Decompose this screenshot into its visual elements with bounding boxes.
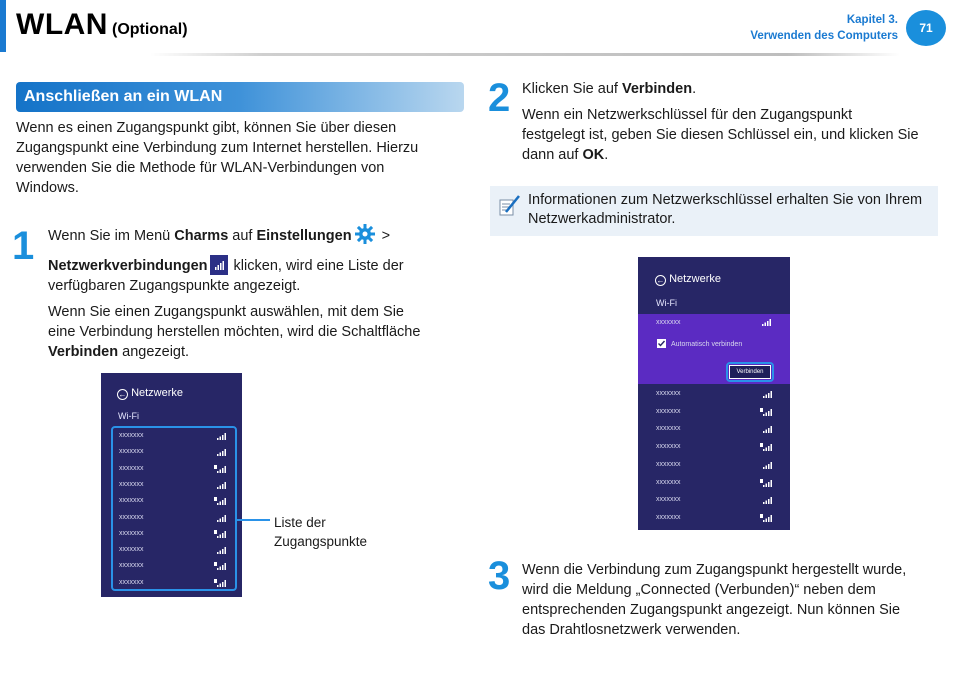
secured-signal-icon — [760, 513, 772, 522]
network-list-item[interactable]: xxxxxxx — [119, 464, 144, 472]
network-list-item[interactable]: xxxxxxx — [656, 460, 681, 468]
secured-signal-icon — [214, 529, 226, 538]
network-list-item[interactable]: xxxxxxx — [119, 578, 144, 586]
intro-paragraph: Wenn es einen Zugangspunkt gibt, können Sie über diesen Zugangspunkt eine Verbindung zum Internet herstellen. Hierzu verwenden Sie die Methode für WLAN-Verbindungen von Windows. — [16, 120, 419, 196]
chapter-label — [750, 12, 898, 44]
note-text: Informationen zum Netzwerkschlüssel erhalten Sie von Ihrem Netzwerkadministrator. — [528, 192, 923, 227]
signal-icon — [214, 545, 226, 554]
connect-button[interactable]: Verbinden — [729, 365, 771, 379]
signal-icon — [760, 424, 772, 433]
secured-signal-icon — [760, 407, 772, 416]
network-list-item[interactable]: xxxxxxx — [119, 480, 144, 488]
networks-screen-2 — [638, 257, 790, 530]
network-list-item[interactable]: xxxxxxx — [656, 443, 681, 451]
step-3-text: Wenn die Verbindung zum Zugangspunkt hergestellt wurde, wird die Meldung „Connected (Verbunden)“ neben dem entsprechenden Zugangspunkt angezeigt. Nun können Sie das Drahtlosnetzwerk verwenden. — [522, 562, 907, 638]
selected-network-name: xxxxxxx — [656, 319, 681, 326]
auto-connect-checkbox[interactable] — [657, 339, 666, 348]
step-2-text: Klicken Sie auf Verbinden. Wenn ein Netzwerkschlüssel für den Zugangspunkt festgelegt ist, geben Sie diesen Schlüssel ein, und klicken Sie dann auf OK. — [522, 81, 919, 163]
network-list-item[interactable]: xxxxxxx — [656, 407, 681, 415]
network-list-item[interactable]: xxxxxxx — [656, 425, 681, 433]
auto-connect-label: Automatisch verbinden — [671, 341, 743, 348]
header-divider — [150, 53, 900, 56]
network-list-item[interactable]: xxxxxxx — [656, 478, 681, 486]
network-list-item[interactable]: xxxxxxx — [119, 546, 144, 554]
step-2-number: 2 — [488, 76, 511, 120]
signal-icon — [760, 389, 772, 398]
networks-screen-1 — [101, 373, 242, 597]
selected-network-panel[interactable] — [638, 314, 790, 384]
networks-title: ← Netzwerke — [656, 273, 722, 285]
network-list-item[interactable]: xxxxxxx — [656, 390, 681, 397]
signal-icon — [762, 318, 772, 326]
page-title: WLAN (Optional) — [16, 8, 188, 41]
network-list-item[interactable]: xxxxxxx — [119, 432, 144, 439]
network-list-item[interactable]: xxxxxxx — [119, 513, 144, 521]
secured-signal-icon — [214, 496, 226, 505]
signal-icon — [214, 431, 226, 440]
network-list-item[interactable]: xxxxxxx — [656, 513, 681, 521]
list-callout: Liste der Zugangspunkte — [274, 515, 368, 549]
secured-signal-icon — [214, 561, 226, 570]
network-list-item[interactable]: xxxxxxx — [119, 562, 144, 570]
page-number-badge: 71 — [906, 10, 946, 46]
note-pen-icon — [498, 192, 522, 223]
callout-line — [236, 519, 270, 521]
wifi-label: Wi-Fi — [118, 411, 139, 421]
back-arrow-icon[interactable]: ← — [118, 390, 127, 399]
networks-title: ← Netzwerke — [118, 387, 184, 399]
network-list-item[interactable]: xxxxxxx — [119, 529, 144, 537]
secured-signal-icon — [760, 478, 772, 487]
network-list-item[interactable]: xxxxxxx — [656, 496, 681, 504]
secured-signal-icon — [214, 578, 226, 587]
step-1-text: Wenn Sie im Menü Charms auf Einstellungen > Netzwerkverbindungen klicken, wird eine Liste der verfügbaren Zugangspunkte angezeigt. Wenn Sie einen Zugangspunkt auswählen, mit dem Sie eine Verbindung herstellen möchten, wird die Schaltfläche Verbinden angezeigt. — [48, 223, 458, 362]
chapter-number: Kapitel 3. — [846, 14, 898, 26]
network-list-item[interactable]: xxxxxxx — [119, 497, 144, 505]
chapter-title: Verwenden des Computers — [750, 30, 898, 42]
signal-icon — [214, 447, 226, 456]
section-heading: Anschließen an ein WLAN — [16, 82, 464, 112]
signal-icon — [214, 513, 226, 522]
settings-gear-icon — [354, 223, 376, 251]
signal-icon — [760, 460, 772, 469]
header-accent-bar — [0, 0, 6, 52]
back-arrow-icon[interactable]: ← — [656, 276, 665, 285]
network-list-item[interactable]: xxxxxxx — [119, 448, 144, 456]
secured-signal-icon — [214, 464, 226, 473]
step-1-number: 1 — [12, 224, 35, 268]
step-3-number: 3 — [488, 554, 511, 598]
signal-icon — [760, 495, 772, 504]
secured-signal-icon — [760, 442, 772, 451]
page-subtitle: (Optional) — [111, 21, 188, 38]
note-box — [490, 186, 938, 236]
signal-icon — [214, 480, 226, 489]
wifi-label: Wi-Fi — [656, 298, 677, 308]
network-icon — [210, 255, 228, 275]
